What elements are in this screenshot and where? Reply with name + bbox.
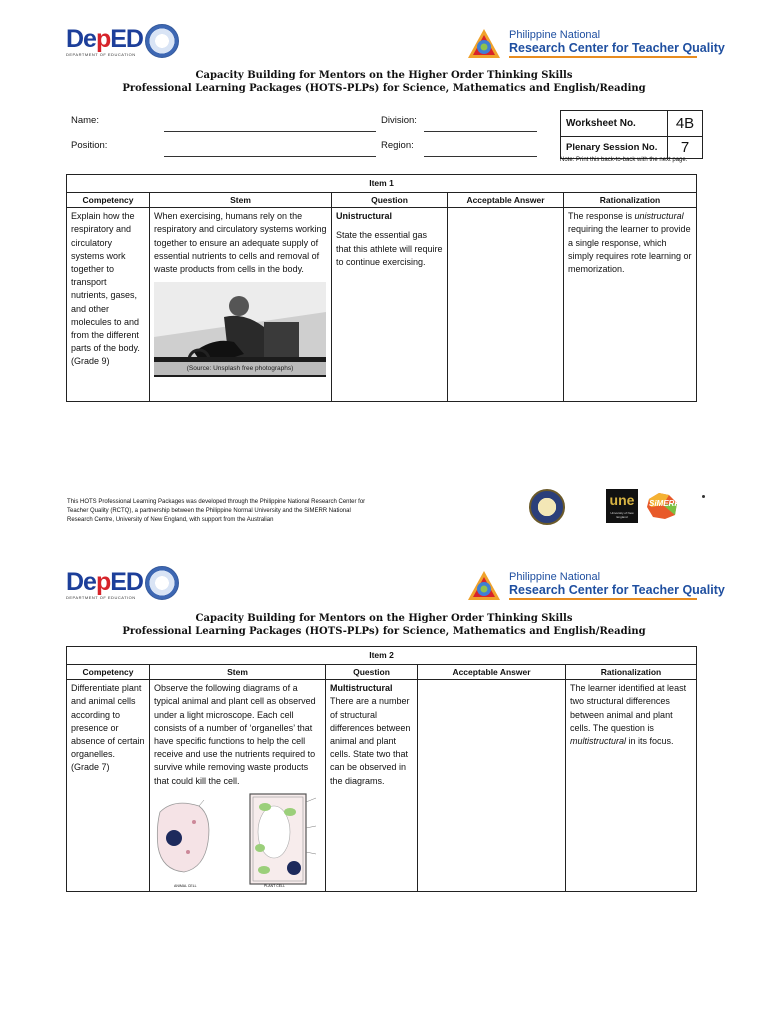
item2-table xyxy=(66,646,697,892)
pnrc-underline xyxy=(509,56,697,58)
header-rationalization-2: Rationalization xyxy=(566,665,697,680)
print-note: Note: Print this back-to-back with the next page. xyxy=(560,157,688,163)
item1-stem: When exercising, humans rely on the respiratory and circulatory systems working together to ensure an adequate supply of essential nutrients to cells and removal of waste products from cells in the body. xyxy=(154,211,327,275)
une-logo xyxy=(606,489,638,523)
division-field[interactable] xyxy=(424,131,537,132)
item2-stem-cell xyxy=(150,680,326,892)
pnu-seal-icon xyxy=(529,489,565,525)
item2-rationalization-post: in its focus. xyxy=(626,736,674,747)
item2-answer[interactable] xyxy=(418,680,566,892)
item2-competency: Differentiate plant and animal cells according to presence or absence of certain organelles. (Grade 7) xyxy=(67,680,150,892)
worksheet-label: Worksheet No. xyxy=(561,111,668,137)
animal-cell-label: ANIMAL CELL xyxy=(174,883,197,888)
item2-rationalization-em: multistructural xyxy=(570,736,627,747)
header-acceptable-answer-2: Acceptable Answer xyxy=(418,665,566,680)
worksheet-box xyxy=(560,110,703,159)
session-label: Plenary Session No. xyxy=(561,137,668,159)
pnrc-logo xyxy=(466,27,502,66)
deped-logo-2: DepED DEPARTMENT OF EDUCATION xyxy=(66,568,143,600)
header-question: Question xyxy=(332,193,448,208)
athlete-photo xyxy=(154,282,326,377)
worksheet-number: 4B xyxy=(668,111,703,137)
page1-title-line2: Professional Learning Packages (HOTS-PLPs) for Science, Mathematics and English/Reading xyxy=(122,83,646,94)
plant-cell-label: PLANT CELL xyxy=(264,883,285,888)
footer-text: This HOTS Professional Learning Packages was developed through the Philippine National Research Center for Teacher Quality (RCTQ), a partnership between the Philippine Normal University and the SiMERR National Research Centre, University of New England, with support from the Australian xyxy=(67,499,366,523)
page2-title-line2: Professional Learning Packages (HOTS-PLPs) for Science, Mathematics and English/Reading xyxy=(122,626,646,637)
pnrc-triangle-icon-2 xyxy=(466,569,502,603)
header-question-2: Question xyxy=(326,665,418,680)
item2-rationalization-pre: The learner identified at least two structural differences between animal and plant cells. The question is xyxy=(570,683,687,733)
item2-question: There are a number of structural differences between animal and plant cells. State two that can be observed in the diagrams. xyxy=(330,696,411,786)
page1-title xyxy=(0,69,768,95)
item2-question-type: Multistructural xyxy=(330,683,393,694)
item1-competency: Explain how the respiratory and circulatory systems work together to transport nutrients, gases, and other molecules to and from the different parts of the body. (Grade 9) xyxy=(67,208,150,402)
p: p xyxy=(95,568,111,596)
item2-stem: Observe the following diagrams of a typical animal and plant cell as observed under a light microscope. Each cell consists of a number of ‘organelles’ that have specific functions to help the cell receive and use the nutrients required to survive while removing waste products that could kill the cell. xyxy=(154,683,316,786)
cell-diagrams xyxy=(154,792,326,888)
deped-logo-text: p xyxy=(95,25,111,53)
page2-title-line1: Capacity Building for Mentors on the Higher Order Thinking Skills xyxy=(195,613,573,624)
header-stem-2: Stem xyxy=(150,665,326,680)
header-acceptable-answer: Acceptable Answer xyxy=(448,193,564,208)
cell-diagram-image xyxy=(154,792,326,888)
position-field[interactable] xyxy=(164,156,376,157)
pnrc-name-line2: Research Center for Teacher Quality xyxy=(509,41,725,55)
dot-marker xyxy=(702,495,705,498)
item1-rationalization-em: unistructural xyxy=(634,211,684,222)
name-field[interactable] xyxy=(164,131,376,132)
region-field[interactable] xyxy=(424,156,537,157)
page2-title xyxy=(0,612,768,638)
item1-stem-cell xyxy=(150,208,332,402)
deped-seal-icon-2 xyxy=(145,566,179,600)
item2-title: Item 2 xyxy=(67,647,697,665)
simerr-logo-text: SiMERR xyxy=(649,499,681,508)
item1-question-cell xyxy=(332,208,448,402)
item1-rationalization xyxy=(564,208,697,402)
deped-seal-icon xyxy=(145,24,179,58)
item1-table xyxy=(66,174,697,402)
pnrc-name-line2-2: Research Center for Teacher Quality xyxy=(509,583,725,597)
pnrc-name-line1: Philippine National xyxy=(509,29,601,41)
une-logo-subtext: University of New England xyxy=(610,511,634,519)
header-competency-2: Competency xyxy=(67,665,150,680)
name-label: Name: xyxy=(71,115,99,126)
item1-title: Item 1 xyxy=(67,175,697,193)
photo-caption: (Source: Unsplash free photographs) xyxy=(154,362,326,375)
pnrc-logo-2 xyxy=(466,569,502,608)
item1-answer[interactable] xyxy=(448,208,564,402)
pnrc-underline-2 xyxy=(509,598,697,600)
header-competency: Competency xyxy=(67,193,150,208)
position-label: Position: xyxy=(71,140,108,151)
session-number: 7 xyxy=(668,137,703,159)
region-label: Region: xyxy=(381,140,414,151)
item1-question: State the essential gas that this athlete will require to continue exercising. xyxy=(336,230,443,267)
deped-logo: DepED DEPARTMENT OF EDUCATION xyxy=(66,25,143,57)
division-label: Division: xyxy=(381,115,417,126)
deped-sub: DEPARTMENT OF EDUCATION xyxy=(66,595,136,600)
item1-rationalization-pre: The response is xyxy=(568,211,635,222)
simerr-logo xyxy=(645,489,681,523)
item2-rationalization xyxy=(566,680,697,892)
header-stem: Stem xyxy=(150,193,332,208)
item2-question-cell xyxy=(326,680,418,892)
item1-question-type: Unistructural xyxy=(336,211,393,222)
pnrc-triangle-icon xyxy=(466,27,502,61)
pnrc-name-line1-2: Philippine National xyxy=(509,571,601,583)
une-logo-text: une xyxy=(609,492,635,508)
header-rationalization: Rationalization xyxy=(564,193,697,208)
page1-title-line1: Capacity Building for Mentors on the Higher Order Thinking Skills xyxy=(195,70,573,81)
item1-rationalization-post: requiring the learner to provide a single response, which simply requires rote learning or memorization. xyxy=(568,224,692,275)
